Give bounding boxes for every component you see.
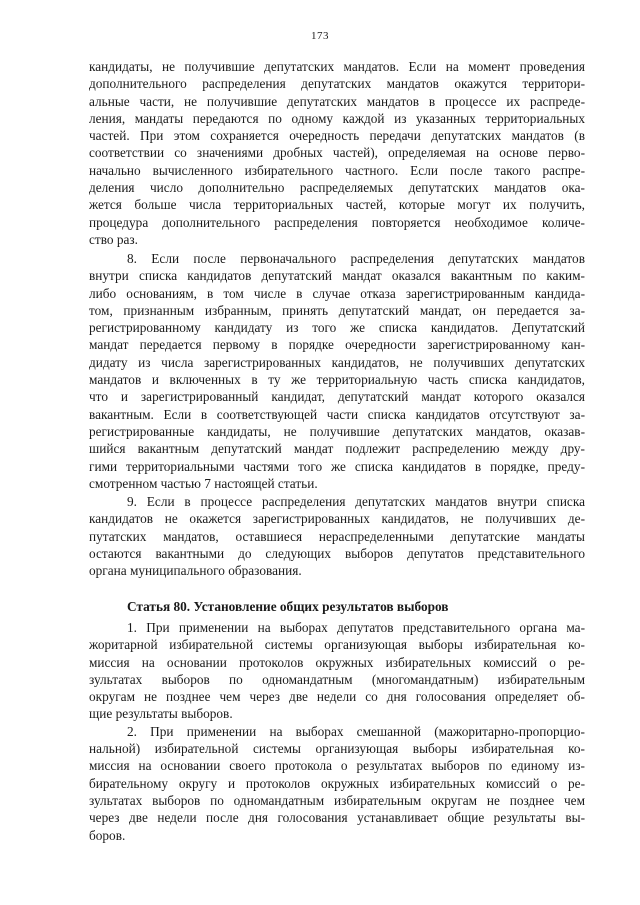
- page-number: 173: [311, 30, 329, 42]
- text-line: зультатах выборов по одномандатным (многомандатным) избирательным: [89, 671, 585, 687]
- text-line: кандидатов не окажется зарегистрированных кандидатов, не получивших де-: [89, 511, 585, 527]
- text-line: регистрированному кандидату из того же списка кандидатов. Депутатский: [89, 320, 585, 336]
- text-line: процедура дополнительного распределения повторяется необходимое количе-: [89, 214, 585, 230]
- article-heading: Статья 80. Установление общих результатов выборов: [127, 599, 449, 614]
- text-line: смотренном частью 7 настоящей статьи.: [89, 475, 318, 491]
- text-line: мандат передается первому в порядке очередности зарегистрированному кан-: [89, 337, 585, 353]
- text-line: остаются вакантными до следующих выборов депутатов представительного: [89, 545, 585, 561]
- text-line: 2. При применении на выборах смешанной (мажоритарно-пропорцио-: [127, 723, 585, 739]
- text-line: либо основаниям, в том числе в случае отказа зарегистрированным кандида-: [89, 285, 585, 301]
- text-line: том, признанным избранным, принять депутатский мандат, он передается за-: [89, 302, 585, 318]
- text-line: округам не позднее чем через две недели со дня голосования определяет об-: [89, 689, 585, 705]
- text-line: органа муниципального образования.: [89, 563, 302, 579]
- text-line: щие результаты выборов.: [89, 706, 233, 722]
- paragraph-7-continuation: [89, 58, 585, 248]
- text-line: начально вычисленного избирательного частного. Если после такого распре-: [89, 162, 585, 178]
- text-line: нальной) избирательной системы организующая выборы избирательная ко-: [89, 741, 585, 757]
- text-line: боров.: [89, 827, 126, 843]
- text-line: дидату из числа зарегистрированных кандидатов, не получивших депутатских: [89, 354, 585, 370]
- text-line: 8. Если после первоначального распределения депутатских мандатов: [127, 251, 585, 266]
- paragraph-9: [89, 493, 585, 579]
- text-line: путатских мандатов, оставшиеся нераспределенными депутатские мандаты: [89, 528, 585, 544]
- article-80-body: [89, 619, 585, 844]
- text-line: внутри списка кандидатов депутатский мандат оказался вакантным по каким-: [89, 268, 585, 284]
- text-line: регистрированные кандидаты, не получившие депутатских мандатов, оказав-: [89, 423, 585, 439]
- text-line: частей. При этом сохраняется очередность передачи депутатских мандатов (в: [89, 128, 585, 144]
- text-line: мандатов и включенных в ту же территориальную часть списка кандидатов,: [89, 372, 585, 388]
- text-line: соответствии со значениями дробных частей), определяемая на основе перво-: [89, 145, 585, 161]
- text-line: миссия на основании протоколов окружных избирательных комиссий о ре-: [89, 654, 585, 670]
- text-line: альные части, не получившие депутатских мандатов в процессе их распреде-: [89, 93, 585, 109]
- text-line: ство раз.: [89, 231, 138, 247]
- text-line: жоритарной избирательной системы организующая выборы избирательная ко-: [89, 637, 585, 653]
- article-80: [89, 598, 585, 615]
- text-line: 1. При применении на выборах депутатов представительного органа ма-: [127, 620, 585, 635]
- text-line: бирательному округу и протоколов окружных избирательных комиссий о ре-: [89, 775, 585, 791]
- text-line: деления число дополнительно распределяемых депутатских мандатов ока-: [89, 180, 585, 196]
- text-line: что и зарегистрированный кандидат, депутатский мандат которого оказался: [89, 389, 585, 405]
- text-line: зультатах выборов по одномандатным избирательным округам не позднее чем: [89, 792, 585, 808]
- text-line: жется больше числа территориальных частей, которые могут их получить,: [89, 197, 585, 213]
- text-line: вакантным. Если в соответствующей части списка кандидатов отсутствуют за-: [89, 406, 585, 422]
- text-line: шийся вакантным депутатский мандат подлежит распределению между дру-: [89, 441, 585, 457]
- text-line: через две недели после дня голосования устанавливает общие результаты вы-: [89, 810, 585, 826]
- text-line: гими территориальными частями того же списка кандидатов в порядке, преду-: [89, 458, 585, 474]
- text-line: кандидаты, не получившие депутатских мандатов. Если на момент проведения: [89, 59, 585, 74]
- text-line: ления, мандаты передаются по одному каждой из указанных территориальных: [89, 110, 585, 126]
- text-line: дополнительного распределения депутатских мандатов окажутся территори-: [89, 76, 585, 92]
- text-line: 9. Если в процессе распределения депутатских мандатов внутри списка: [127, 494, 585, 509]
- paragraph-8: [89, 250, 585, 492]
- text-line: миссия на основании своего протокола о результатах выборов по единому из-: [89, 758, 585, 774]
